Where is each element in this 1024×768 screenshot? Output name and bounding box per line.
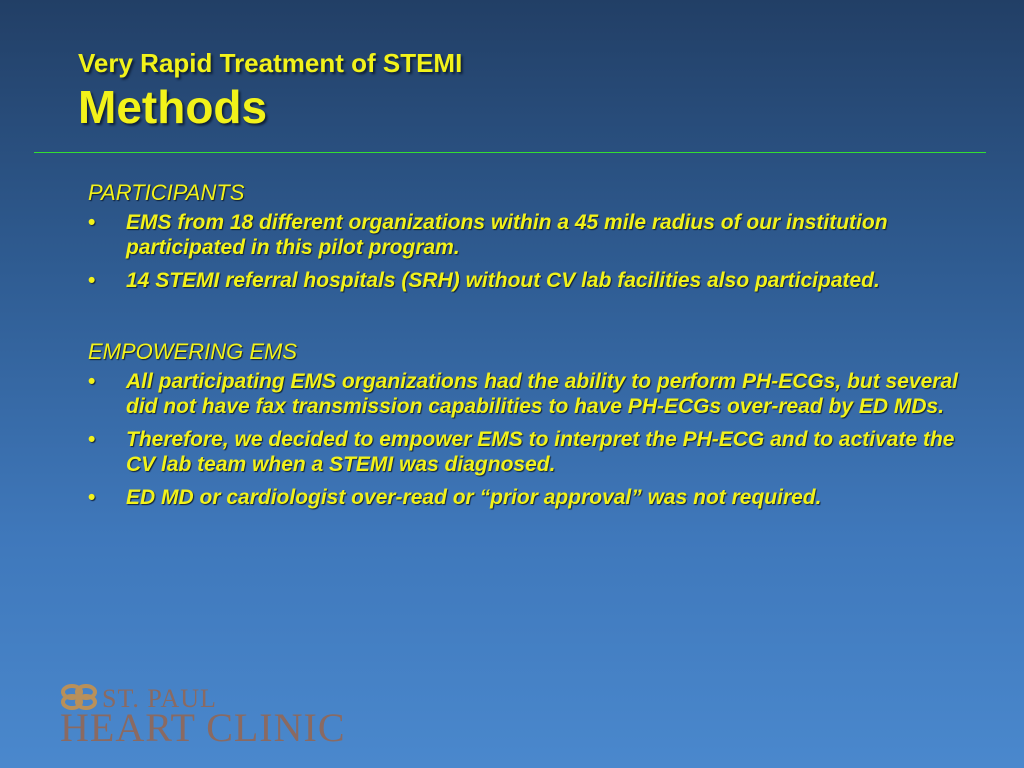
bullet-marker: • bbox=[88, 428, 96, 451]
bullet-item bbox=[88, 427, 988, 477]
bullet-marker: • bbox=[88, 370, 96, 393]
bullet-marker: • bbox=[88, 211, 96, 234]
bullet-list bbox=[88, 210, 988, 293]
logo-line-2: HEART CLINIC bbox=[60, 705, 346, 750]
slide-title: Methods bbox=[78, 81, 268, 133]
section-heading: EMPOWERING EMS bbox=[88, 339, 298, 364]
slide-subtitle: Very Rapid Treatment of STEMI bbox=[78, 48, 463, 78]
logo-line-1: ST. PAUL bbox=[102, 684, 217, 713]
bullet-marker: • bbox=[88, 486, 96, 509]
bullet-text: All participating EMS organizations had the ability to perform PH-ECGs, but several did not have fax transmission capabilities to have PH-ECGs over-read by ED MDs. bbox=[126, 370, 958, 418]
slide-content bbox=[88, 180, 988, 518]
section-empowering-ems bbox=[88, 339, 988, 510]
bullet-text: Therefore, we decided to empower EMS to interpret the PH-ECG and to activate the CV lab team when a STEMI was diagnosed. bbox=[126, 428, 955, 476]
bullet-text: 14 STEMI referral hospitals (SRH) without CV lab facilities also participated. bbox=[126, 269, 880, 292]
bullet-item bbox=[88, 485, 988, 510]
bullet-text: EMS from 18 different organizations within a 45 mile radius of our institution participated in this pilot program. bbox=[126, 211, 888, 259]
section-heading: PARTICIPANTS bbox=[88, 180, 245, 205]
bullet-item bbox=[88, 268, 988, 293]
bullet-item bbox=[88, 210, 988, 260]
bullet-marker: • bbox=[88, 269, 96, 292]
bullet-text: ED MD or cardiologist over-read or “prior approval” was not required. bbox=[126, 486, 822, 509]
section-spacer bbox=[88, 301, 988, 339]
title-divider bbox=[34, 152, 986, 153]
bullet-item bbox=[88, 369, 988, 419]
bullet-list bbox=[88, 369, 988, 510]
section-participants bbox=[88, 180, 988, 293]
